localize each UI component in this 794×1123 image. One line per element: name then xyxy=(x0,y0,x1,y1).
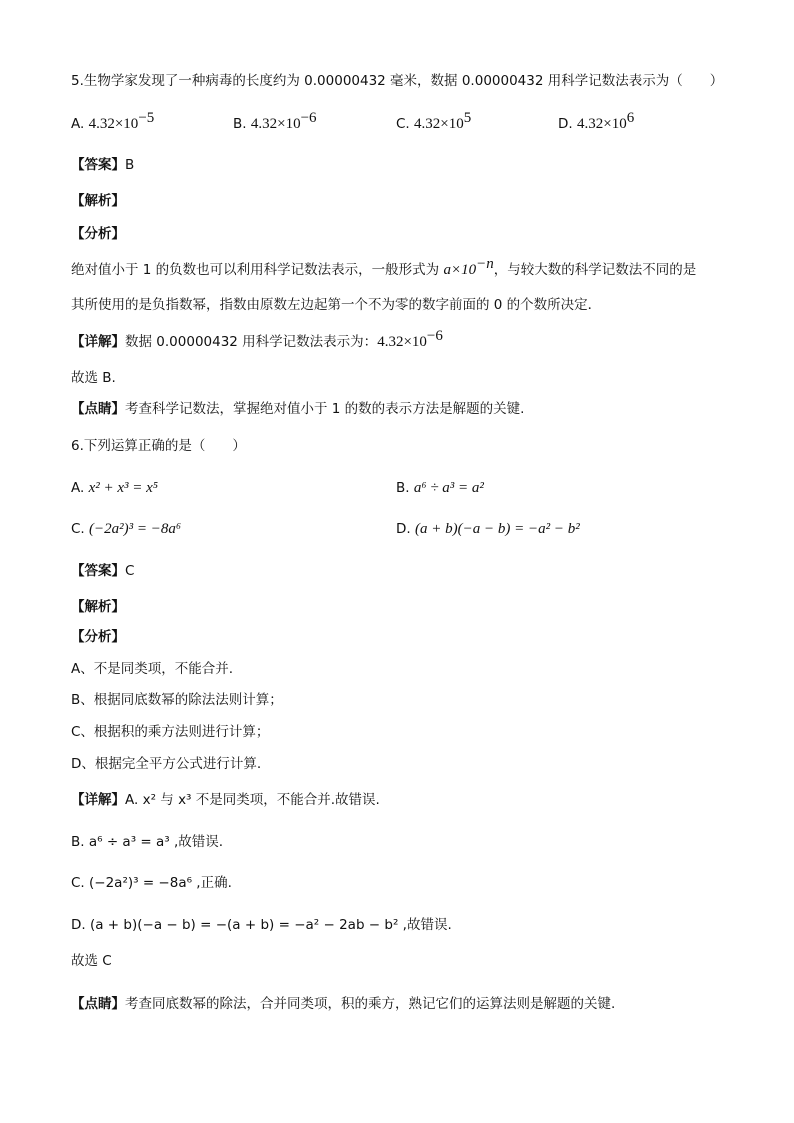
detail-text: A. x² 与 x³ 不是同类项，不能合并.故错误. xyxy=(125,792,380,808)
detail-exponent: −6 xyxy=(426,328,443,344)
option-value: 4.32×10 xyxy=(414,116,464,132)
option-exponent: 5 xyxy=(463,110,472,126)
analysis-expression: a×10 xyxy=(443,262,477,278)
answer-tag: 【答案】 xyxy=(71,157,125,173)
q6-analysis-line: B、根据同底数幂的除法法则计算； xyxy=(71,692,283,708)
detail-text: 数据 0.00000432 用科学记数法表示为： xyxy=(125,334,378,350)
answer-value: B xyxy=(125,157,135,173)
option-letter: D. xyxy=(396,521,411,537)
q6-answer xyxy=(71,562,134,580)
analysis-exponent: −n xyxy=(476,256,494,272)
option-exponent: −6 xyxy=(300,110,317,126)
option-formula: a⁶ ÷ a³ = a² xyxy=(413,480,484,496)
option-letter: C. xyxy=(71,521,85,537)
q6-option-d[interactable] xyxy=(396,520,580,538)
q5-jiexi-heading: 【解析】 xyxy=(71,193,125,209)
option-letter: D. xyxy=(558,116,573,132)
q5-option-b[interactable] xyxy=(233,110,317,133)
option-letter: A. xyxy=(71,480,85,496)
q5-choose: 故选 B. xyxy=(71,370,116,386)
q6-analysis-line: C、根据积的乘方法则进行计算； xyxy=(71,724,270,740)
option-value: 4.32×10 xyxy=(88,116,139,132)
q5-option-a[interactable] xyxy=(71,110,155,133)
answer-tag: 【答案】 xyxy=(71,563,125,579)
q5-detail xyxy=(71,328,443,351)
q5-option-d[interactable] xyxy=(558,110,635,133)
dianjing-tag: 【点睛】 xyxy=(71,996,125,1012)
option-exponent: 6 xyxy=(626,110,635,126)
q5-analysis-line-1 xyxy=(71,256,697,279)
option-exponent: −5 xyxy=(138,110,155,126)
q6-analysis-line: D、根据完全平方公式进行计算. xyxy=(71,756,262,772)
q6-option-a[interactable] xyxy=(71,479,158,497)
option-letter: B. xyxy=(233,116,247,132)
q5-answer xyxy=(71,156,134,174)
q6-detail-line-a xyxy=(71,791,380,809)
question-6-stem: 6.下列运算正确的是（ ） xyxy=(71,438,246,454)
q6-detail-line-b: B. a⁶ ÷ a³ = a³ ,故错误. xyxy=(71,834,224,850)
q5-dianjing xyxy=(71,400,524,418)
q6-dianjing xyxy=(71,995,615,1013)
q6-jiexi-heading: 【解析】 xyxy=(71,599,125,615)
dianjing-tag: 【点睛】 xyxy=(71,401,125,417)
q6-option-b[interactable] xyxy=(396,479,484,497)
option-letter: C. xyxy=(396,116,410,132)
q5-option-c[interactable] xyxy=(396,110,472,133)
option-formula: (a + b)(−a − b) = −a² − b² xyxy=(414,521,580,537)
q6-detail-line-c: C. (−2a²)³ = −8a⁶ ,正确. xyxy=(71,875,232,891)
option-value: 4.32×10 xyxy=(250,116,301,132)
analysis-text: ，与较大数的科学记数法不同的是 xyxy=(493,262,697,278)
detail-tag: 【详解】 xyxy=(71,334,125,350)
option-formula: (−2a²)³ = −8a⁶ xyxy=(89,521,182,537)
q6-analysis-line: A、不是同类项，不能合并. xyxy=(71,661,234,677)
q5-fenxi-heading: 【分析】 xyxy=(71,226,125,242)
option-letter: B. xyxy=(396,480,410,496)
q6-choose: 故选 C xyxy=(71,953,112,969)
option-value: 4.32×10 xyxy=(576,116,627,132)
option-letter: A. xyxy=(71,116,85,132)
detail-expression: 4.32×10 xyxy=(377,334,427,350)
q6-option-c[interactable] xyxy=(71,520,181,538)
question-5-stem: 5.生物学家发现了一种病毒的长度约为 0.00000432 毫米，数据 0.00000432 用科学记数法表示为（ ） xyxy=(71,73,724,89)
dianjing-text: 考查同底数幂的除法，合并同类项，积的乘方，熟记它们的运算法则是解题的关键. xyxy=(125,996,616,1012)
answer-value: C xyxy=(125,563,135,579)
detail-tag: 【详解】 xyxy=(71,792,125,808)
q5-analysis-line-2: 其所使用的是负指数幂，指数由原数左边起第一个不为零的数字前面的 0 的个数所决定． xyxy=(71,297,602,313)
dianjing-text: 考查科学记数法，掌握绝对值小于 1 的数的表示方法是解题的关键. xyxy=(125,401,525,417)
analysis-text: 绝对值小于 1 的负数也可以利用科学记数法表示，一般形式为 xyxy=(71,262,444,278)
q6-fenxi-heading: 【分析】 xyxy=(71,629,125,645)
q6-detail-line-d: D. (a + b)(−a − b) = −(a + b) = −a² − 2ab − b² ,故错误. xyxy=(71,917,452,933)
option-formula: x² + x³ = x⁵ xyxy=(88,480,159,496)
